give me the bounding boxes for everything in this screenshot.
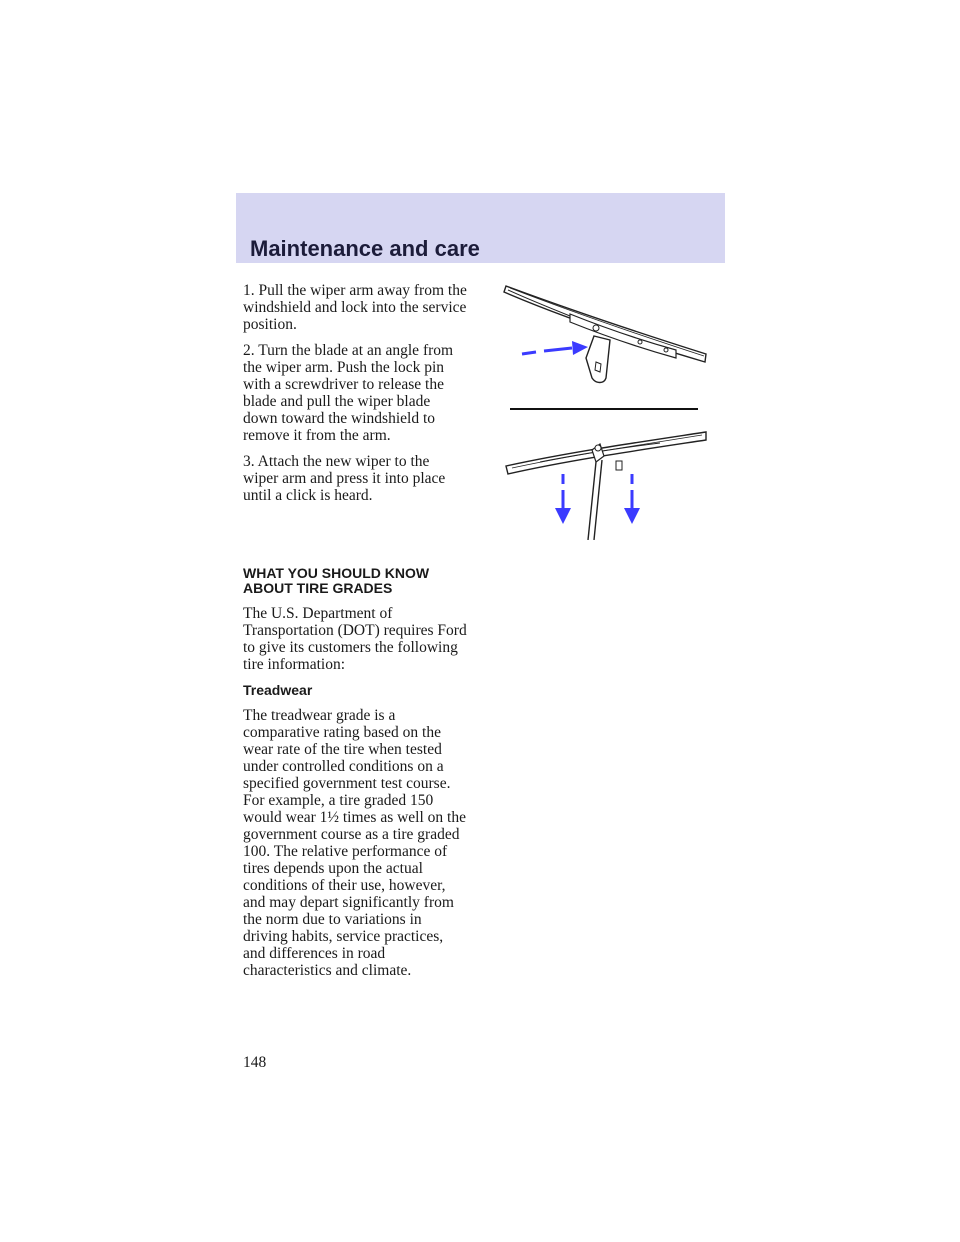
down-arrow-icon-left bbox=[555, 474, 571, 524]
down-arrow-icon-right bbox=[624, 474, 640, 524]
treadwear-heading: Treadwear bbox=[243, 682, 313, 698]
section-title: Maintenance and care bbox=[250, 236, 480, 261]
tire-grades-intro: The U.S. Department of Transportation (DOT) requires Ford to give its customers the following tire information: bbox=[243, 605, 467, 673]
treadwear-body: The treadwear grade is a comparative rating based on the wear rate of the tire when tested under controlled conditions on a specified government test course. For example, a tire graded 150 would wear 1½ times as well on the government course as a tire graded 100. The relative performance of tires depends upon the actual conditions of their use, however, and may depart significantly from the norm due to variations in driving habits, service practices, and differences in road characteristics and climate. bbox=[243, 707, 466, 979]
wiper-blade-install-figure bbox=[506, 432, 706, 540]
body-column bbox=[243, 282, 468, 988]
page-number: 148 bbox=[243, 1054, 267, 1071]
step-2: 2. Turn the blade at an angle from the wiper arm. Push the lock pin with a screwdriver to release the blade and pull the wiper blade down toward the windshield to remove it from the arm. bbox=[243, 342, 454, 444]
step-1: 1. Pull the wiper arm away from the windshield and lock into the service position. bbox=[243, 282, 467, 333]
wiper-blade-removal-figure bbox=[504, 286, 706, 383]
wiper-blade-illustration bbox=[500, 278, 712, 540]
step-3: 3. Attach the new wiper to the wiper arm and press it into place until a click is heard. bbox=[243, 453, 446, 504]
header-band bbox=[236, 193, 725, 263]
tire-grades-heading: WHAT YOU SHOULD KNOW ABOUT TIRE GRADES bbox=[243, 565, 430, 596]
arrow-icon bbox=[522, 341, 588, 355]
